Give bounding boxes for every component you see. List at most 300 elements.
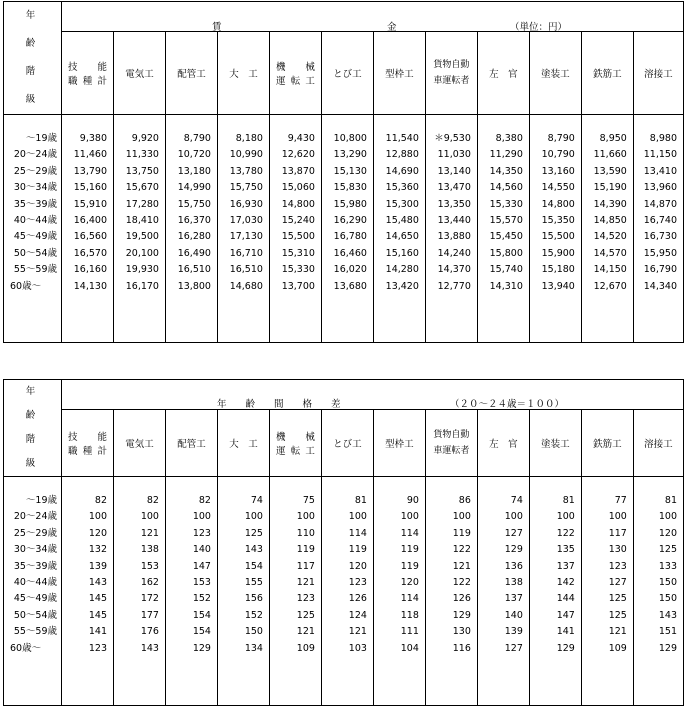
data-cell: 20,100: [125, 247, 159, 259]
unit-label: （単位：円）: [510, 21, 568, 33]
age-label: 60歳～: [10, 280, 42, 292]
data-cell: 14,240: [437, 247, 471, 259]
data-cell: 12,620: [281, 149, 315, 161]
data-cell: 123: [88, 642, 107, 654]
data-cell: 123: [192, 527, 211, 539]
data-cell: 120: [400, 576, 419, 588]
unit-label: （２０～２４歳＝１００）: [450, 399, 565, 411]
data-cell: 11,030: [437, 149, 471, 161]
column-header-label: 鉄筋工: [593, 438, 622, 450]
data-cell: 14,350: [489, 165, 523, 177]
table-title: [62, 2, 684, 32]
column-header-label: 電気工: [125, 438, 154, 450]
data-cell: 9,380: [79, 133, 107, 144]
data-cell: 135: [556, 544, 575, 556]
data-cell: 139: [504, 626, 523, 638]
data-cell: 16,510: [177, 264, 211, 276]
data-cell: 15,160: [73, 182, 107, 194]
data-body-row: [4, 115, 684, 343]
column-header-line: 貨物自動: [433, 60, 470, 71]
data-cell: 120: [658, 527, 677, 539]
data-cell: 82: [146, 495, 159, 506]
data-cell: 118: [400, 609, 419, 621]
title-left: 賃: [212, 21, 222, 33]
data-cell: 100: [608, 511, 627, 523]
data-cell: 16,710: [229, 247, 263, 259]
data-cell: 14,280: [385, 264, 419, 276]
data-cell: 14,800: [281, 198, 315, 210]
data-cell: 15,060: [281, 182, 315, 194]
age-label: 45～49歳: [13, 593, 58, 605]
age-label: 40～44歳: [13, 576, 58, 588]
column-header-line: 機 械: [275, 62, 315, 74]
data-column: [165, 477, 217, 706]
title: 年 齢 間 格 差: [217, 399, 341, 411]
data-cell: 14,130: [73, 280, 107, 292]
data-cell: 18,410: [125, 214, 159, 226]
data-cell: 13,440: [437, 214, 471, 226]
data-cell: 81: [562, 495, 575, 506]
data-cell: 119: [400, 560, 419, 572]
data-cell: 16,560: [73, 231, 107, 243]
data-cell: 150: [658, 593, 677, 605]
data-cell: 16,170: [125, 280, 159, 292]
data-cell: 100: [556, 511, 575, 523]
data-column: [269, 477, 321, 706]
data-cell: 114: [348, 527, 367, 539]
data-cell: 104: [400, 642, 419, 654]
data-cell: 74: [510, 495, 523, 506]
data-column: [581, 477, 633, 706]
data-cell: 15,500: [541, 231, 575, 243]
data-cell: 154: [192, 626, 211, 638]
data-cell: 150: [244, 626, 263, 638]
column-header-line: 車運転者: [433, 445, 470, 456]
data-cell: 100: [400, 511, 419, 523]
column-header: [321, 32, 373, 115]
data-cell: 100: [296, 511, 315, 523]
column-header-label: 配管工: [177, 69, 206, 81]
data-cell: 16,460: [333, 247, 367, 259]
data-cell: 130: [608, 544, 627, 556]
column-header-label: 塗装工: [541, 69, 570, 81]
data-cell: 16,290: [333, 214, 367, 226]
row-header: [4, 2, 73, 115]
data-cell: 147: [192, 560, 211, 572]
data-cell: 15,900: [541, 247, 575, 259]
age-label: 40～44歳: [13, 214, 58, 226]
column-header-label: 左 官: [489, 438, 518, 450]
column-header: [529, 32, 581, 115]
column-header-line: 職種計: [68, 76, 107, 88]
data-cell: 125: [658, 544, 677, 556]
column-header: [425, 32, 477, 115]
column-header: [633, 32, 683, 115]
data-cell: 154: [244, 560, 263, 572]
data-cell: 145: [88, 609, 107, 621]
table-title: [62, 380, 684, 410]
title-row: [4, 2, 684, 32]
data-cell: 15,980: [333, 198, 367, 210]
column-header-label: 溶接工: [644, 438, 673, 450]
data-cell: 15,160: [385, 247, 419, 259]
data-cell: 120: [88, 527, 107, 539]
data-cell: 121: [296, 626, 315, 638]
data-cell: 13,140: [437, 165, 471, 177]
wage-table: [3, 1, 684, 343]
data-cell: 152: [244, 609, 263, 621]
column-header-label: とび工: [333, 438, 362, 450]
column-header: [165, 409, 217, 476]
data-cell: 15,480: [385, 214, 419, 226]
column-header-label: とび工: [333, 69, 362, 81]
column-header: [217, 409, 269, 476]
age-column: [4, 477, 62, 706]
data-cell: 15,830: [333, 182, 367, 194]
data-cell: 145: [88, 593, 107, 605]
column-header-line: 運転工: [275, 445, 315, 457]
age-label: 25～29歳: [13, 165, 58, 177]
data-cell: 137: [556, 560, 575, 572]
data-cell: 12,670: [593, 280, 627, 292]
data-column: [633, 115, 683, 343]
data-cell: 139: [88, 560, 107, 572]
data-column: [529, 477, 581, 706]
data-cell: 129: [556, 642, 575, 654]
data-cell: 134: [244, 642, 263, 654]
column-header-line: 貨物自動: [433, 429, 470, 440]
data-cell: 9,430: [287, 133, 315, 144]
data-cell: 11,290: [489, 149, 523, 161]
data-cell: 138: [504, 576, 523, 588]
column-header-label: 塗装工: [541, 438, 570, 450]
data-cell: 17,280: [125, 198, 159, 210]
data-cell: 15,330: [489, 198, 523, 210]
column-header-line: 技 能: [68, 431, 107, 443]
data-cell: 12,770: [437, 280, 471, 292]
data-cell: 74: [250, 495, 263, 506]
data-cell: 124: [348, 609, 367, 621]
data-cell: 16,740: [643, 214, 677, 226]
data-cell: 16,490: [177, 247, 211, 259]
data-column: [373, 115, 425, 343]
data-cell: 121: [452, 560, 471, 572]
data-cell: 15,190: [593, 182, 627, 194]
data-cell: 119: [452, 527, 471, 539]
row-header-line: 年 齢: [25, 10, 73, 49]
data-cell: 75: [302, 495, 315, 506]
column-header-label: 電気工: [125, 69, 154, 81]
data-cell: 100: [348, 511, 367, 523]
data-cell: 13,680: [333, 280, 367, 292]
data-cell: 138: [140, 544, 159, 556]
column-header-label: 大 工: [229, 438, 258, 450]
data-column: [114, 115, 166, 343]
data-cell: 13,800: [177, 280, 211, 292]
data-cell: 143: [88, 576, 107, 588]
data-cell: 19,500: [125, 231, 159, 243]
data-cell: 14,570: [593, 247, 627, 259]
row-header-line: 階 級: [25, 66, 73, 105]
data-cell: 16,780: [333, 231, 367, 243]
data-cell: 13,870: [281, 165, 315, 177]
data-cell: 15,910: [73, 198, 107, 210]
data-cell: 129: [658, 642, 677, 654]
column-header: [373, 32, 425, 115]
data-cell: 100: [140, 511, 159, 523]
data-cell: 13,700: [281, 280, 315, 292]
title-row: [4, 380, 684, 410]
data-cell: 125: [244, 527, 263, 539]
data-cell: 110: [296, 527, 315, 539]
data-cell: 15,500: [281, 231, 315, 243]
data-cell: 114: [400, 593, 419, 605]
age-label: 20～24歳: [13, 149, 58, 161]
column-header-label: 左 官: [489, 69, 518, 81]
age-label: 30～34歳: [13, 544, 58, 556]
data-cell: 154: [192, 609, 211, 621]
data-cell: 10,990: [229, 149, 263, 161]
data-cell: 10,790: [541, 149, 575, 161]
data-cell: 86: [458, 495, 471, 506]
column-header-label: 型枠工: [385, 438, 414, 450]
data-cell: 14,690: [385, 165, 419, 177]
data-cell: 8,790: [547, 133, 575, 144]
data-cell: 122: [452, 576, 471, 588]
data-cell: 152: [192, 593, 211, 605]
data-cell: 13,750: [125, 165, 159, 177]
data-cell: 132: [88, 544, 107, 556]
data-cell: 121: [296, 576, 315, 588]
data-cell: 125: [608, 593, 627, 605]
data-cell: 100: [658, 511, 677, 523]
data-cell: 13,160: [541, 165, 575, 177]
data-cell: 153: [192, 576, 211, 588]
data-cell: 15,950: [643, 247, 677, 259]
data-column: [321, 115, 373, 343]
column-header: [581, 32, 633, 115]
data-cell: 150: [658, 576, 677, 588]
column-header-label: 鉄筋工: [593, 69, 622, 81]
data-cell: 126: [452, 593, 471, 605]
data-cell: 8,950: [599, 133, 627, 144]
data-cell: 14,560: [489, 182, 523, 194]
data-body-row: [4, 477, 684, 706]
data-cell: 122: [556, 527, 575, 539]
data-cell: 13,180: [177, 165, 211, 177]
data-cell: 14,800: [541, 198, 575, 210]
data-cell: 13,290: [333, 149, 367, 161]
data-cell: 13,960: [643, 182, 677, 194]
data-cell: 17,030: [229, 214, 263, 226]
data-cell: 8,790: [183, 133, 211, 144]
data-cell: 13,470: [437, 182, 471, 194]
data-cell: 16,790: [643, 264, 677, 276]
data-column: [217, 477, 269, 706]
data-cell: 119: [348, 544, 367, 556]
age-label: 35～39歳: [13, 560, 58, 572]
data-cell: 16,400: [73, 214, 107, 226]
age-label: 50～54歳: [13, 609, 58, 621]
data-cell: 130: [452, 626, 471, 638]
data-column: [425, 477, 477, 706]
data-cell: 15,130: [333, 165, 367, 177]
data-cell: 126: [348, 593, 367, 605]
data-cell: 121: [140, 527, 159, 539]
data-cell: 11,330: [125, 149, 159, 161]
data-cell: ＊9,530: [434, 133, 471, 144]
data-cell: 15,350: [541, 214, 575, 226]
column-header-label: 配管工: [177, 438, 206, 450]
data-cell: 15,670: [125, 182, 159, 194]
data-cell: 11,150: [643, 149, 677, 161]
data-cell: 142: [556, 576, 575, 588]
data-cell: 109: [608, 642, 627, 654]
data-cell: 82: [94, 495, 107, 506]
column-header: [373, 409, 425, 476]
data-column: [425, 115, 477, 343]
age-label: 55～59歳: [13, 626, 58, 638]
data-column: [477, 115, 529, 343]
data-cell: 13,780: [229, 165, 263, 177]
column-header: [114, 409, 166, 476]
data-cell: 127: [504, 642, 523, 654]
data-cell: 9,920: [131, 133, 159, 144]
data-cell: 162: [140, 576, 159, 588]
data-cell: 15,240: [281, 214, 315, 226]
data-cell: 121: [608, 626, 627, 638]
data-cell: 143: [244, 544, 263, 556]
title-right: 金: [387, 21, 397, 33]
data-cell: 125: [608, 609, 627, 621]
column-header-line: 技 能: [68, 62, 107, 74]
data-cell: 140: [192, 544, 211, 556]
data-cell: 15,180: [541, 264, 575, 276]
data-cell: 16,730: [643, 231, 677, 243]
data-cell: 13,350: [437, 198, 471, 210]
data-cell: 140: [504, 609, 523, 621]
age-label: 45～49歳: [13, 231, 58, 243]
data-cell: 120: [348, 560, 367, 572]
data-cell: 129: [192, 642, 211, 654]
data-cell: 141: [88, 626, 107, 638]
data-cell: 13,790: [73, 165, 107, 177]
data-cell: 16,510: [229, 264, 263, 276]
data-cell: 141: [556, 626, 575, 638]
data-cell: 16,160: [73, 264, 107, 276]
wage-differential-table: [3, 379, 684, 706]
data-cell: 127: [608, 576, 627, 588]
age-label: 50～54歳: [13, 247, 58, 259]
data-cell: 8,380: [495, 133, 523, 144]
data-cell: 16,930: [229, 198, 263, 210]
column-header: [114, 32, 166, 115]
age-label: 35～39歳: [13, 198, 58, 210]
data-cell: 14,390: [593, 198, 627, 210]
data-cell: 137: [504, 593, 523, 605]
data-cell: 109: [296, 642, 315, 654]
data-cell: 176: [140, 626, 159, 638]
data-cell: 119: [400, 544, 419, 556]
data-cell: 14,310: [489, 280, 523, 292]
column-header: [321, 409, 373, 476]
data-cell: 15,300: [385, 198, 419, 210]
data-cell: 129: [504, 544, 523, 556]
data-cell: 116: [452, 642, 471, 654]
data-cell: 14,520: [593, 231, 627, 243]
data-column: [114, 477, 166, 706]
data-cell: 153: [140, 560, 159, 572]
data-column: [217, 115, 269, 343]
age-column: [4, 115, 62, 343]
data-cell: 143: [140, 642, 159, 654]
data-cell: 11,540: [385, 133, 419, 144]
data-cell: 100: [192, 511, 211, 523]
row-header-line: 階 級: [25, 434, 73, 469]
data-column: [581, 115, 633, 343]
data-column: [529, 115, 581, 343]
data-cell: 103: [348, 642, 367, 654]
column-header: [165, 32, 217, 115]
data-column: [373, 477, 425, 706]
data-cell: 111: [400, 626, 419, 638]
column-header-line: 運転工: [275, 76, 315, 88]
column-header: [581, 409, 633, 476]
age-label: ～19歳: [25, 133, 58, 144]
data-cell: 13,880: [437, 231, 471, 243]
data-cell: 151: [658, 626, 677, 638]
column-header: [62, 32, 114, 115]
column-header-label: 溶接工: [644, 69, 673, 81]
data-cell: 177: [140, 609, 159, 621]
age-label: 60歳～: [10, 642, 42, 654]
data-cell: 8,180: [235, 133, 263, 144]
data-cell: 15,570: [489, 214, 523, 226]
data-cell: 155: [244, 576, 263, 588]
data-cell: 14,550: [541, 182, 575, 194]
data-cell: 119: [296, 544, 315, 556]
data-column: [62, 115, 114, 343]
data-cell: 143: [658, 609, 677, 621]
data-cell: 90: [406, 495, 419, 506]
data-cell: 14,870: [643, 198, 677, 210]
data-cell: 16,280: [177, 231, 211, 243]
data-cell: 81: [354, 495, 367, 506]
age-label: 30～34歳: [13, 182, 58, 194]
column-header-row: [4, 32, 684, 115]
data-cell: 129: [452, 609, 471, 621]
column-header: [425, 409, 477, 476]
data-cell: 14,370: [437, 264, 471, 276]
data-cell: 10,800: [333, 133, 367, 144]
data-cell: 14,340: [643, 280, 677, 292]
data-cell: 13,590: [593, 165, 627, 177]
data-cell: 15,800: [489, 247, 523, 259]
data-cell: 17,130: [229, 231, 263, 243]
data-cell: 13,940: [541, 280, 575, 292]
data-cell: 15,740: [489, 264, 523, 276]
data-cell: 77: [614, 495, 627, 506]
data-cell: 100: [88, 511, 107, 523]
data-cell: 15,750: [229, 182, 263, 194]
column-header: [269, 32, 321, 115]
data-cell: 14,850: [593, 214, 627, 226]
column-header-row: [4, 409, 684, 476]
data-cell: 117: [296, 560, 315, 572]
data-cell: 15,750: [177, 198, 211, 210]
data-cell: 114: [400, 527, 419, 539]
column-header: [633, 409, 683, 476]
